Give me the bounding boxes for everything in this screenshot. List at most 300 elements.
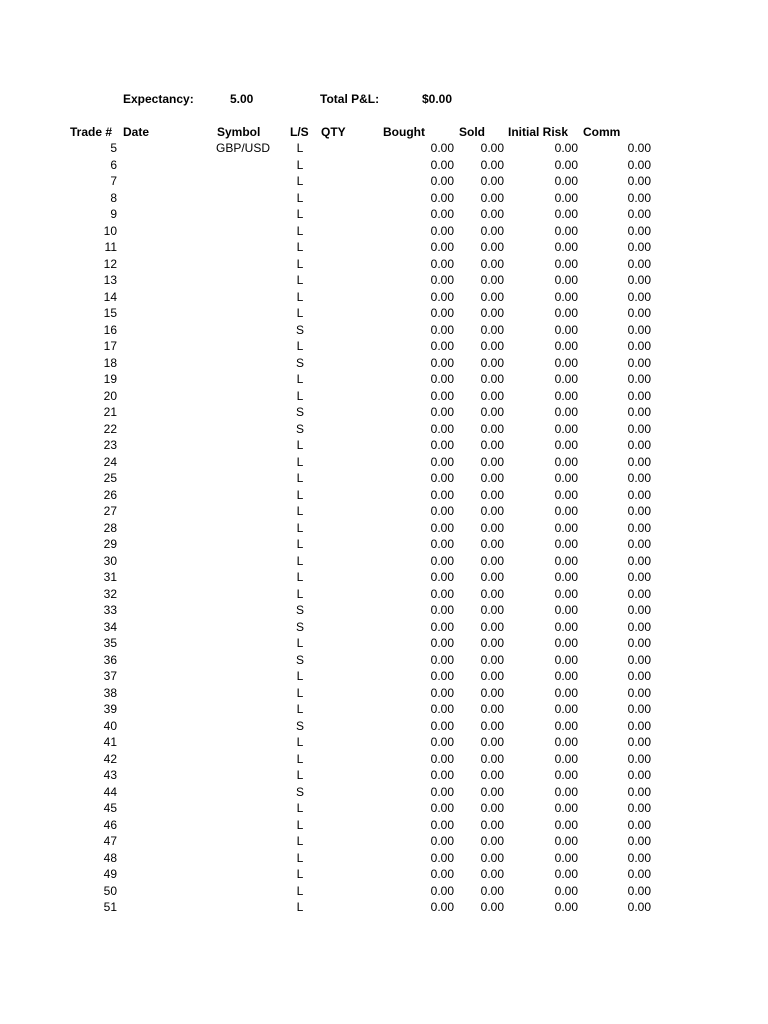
initial-risk-cell: 0.00 (554, 636, 578, 650)
bought-cell: 0.00 (430, 900, 454, 914)
bought-cell: 0.00 (430, 702, 454, 716)
expectancy-label: Expectancy: (123, 92, 194, 106)
bought-cell: 0.00 (430, 784, 454, 799)
long-short-cell: L (296, 438, 304, 452)
comm-cell: 0.00 (627, 751, 651, 766)
comm-cell: 0.00 (627, 537, 651, 551)
sold-cell: 0.00 (480, 570, 504, 584)
sold-cell: 0.00 (480, 471, 504, 485)
long-short-cell: S (295, 405, 304, 419)
initial-risk-cell: 0.00 (554, 190, 578, 205)
initial-risk-cell: 0.00 (554, 652, 578, 667)
sold-cell: 0.00 (480, 652, 504, 667)
long-short-cell: L (296, 834, 304, 848)
bought-cell: 0.00 (430, 735, 454, 749)
long-short-cell: L (296, 471, 304, 485)
comm-cell: 0.00 (627, 339, 651, 353)
table-row (0, 371, 768, 388)
long-short-cell: L (296, 817, 304, 832)
table-row (0, 338, 768, 355)
sold-cell: 0.00 (480, 801, 504, 815)
long-short-cell: L (296, 306, 304, 320)
initial-risk-cell: 0.00 (554, 256, 578, 271)
sold-cell: 0.00 (480, 438, 504, 452)
comm-cell: 0.00 (627, 355, 651, 370)
sold-cell: 0.00 (480, 834, 504, 848)
long-short-cell: L (296, 240, 304, 254)
table-row (0, 503, 768, 520)
sold-cell: 0.00 (480, 685, 504, 700)
table-row (0, 157, 768, 174)
bought-cell: 0.00 (430, 685, 454, 700)
comm-cell: 0.00 (627, 850, 651, 865)
bought-cell: 0.00 (430, 586, 454, 601)
long-short-cell: S (295, 784, 304, 799)
trade-number-cell: 33 (103, 603, 117, 617)
long-short-cell: L (296, 751, 304, 766)
bought-cell: 0.00 (430, 850, 454, 865)
trade-number-cell: 29 (103, 537, 117, 551)
bought-cell: 0.00 (430, 438, 454, 452)
table-row (0, 883, 768, 900)
initial-risk-cell: 0.00 (554, 157, 578, 172)
comm-cell: 0.00 (627, 636, 651, 650)
long-short-cell: L (296, 273, 304, 287)
comm-cell: 0.00 (627, 273, 651, 287)
trade-number-cell: 50 (103, 883, 117, 898)
sold-cell: 0.00 (480, 421, 504, 436)
sold-cell: 0.00 (480, 223, 504, 238)
bought-cell: 0.00 (430, 751, 454, 766)
bought-cell: 0.00 (430, 817, 454, 832)
table-row (0, 668, 768, 685)
sold-cell: 0.00 (480, 322, 504, 337)
sold-cell: 0.00 (480, 190, 504, 205)
long-short-cell: L (296, 487, 304, 502)
table-row (0, 388, 768, 405)
trade-table-body (0, 140, 768, 916)
trade-number-cell: 38 (103, 685, 117, 700)
sold-cell: 0.00 (480, 553, 504, 568)
comm-cell: 0.00 (627, 784, 651, 799)
table-row (0, 553, 768, 570)
initial-risk-cell: 0.00 (554, 718, 578, 733)
table-row (0, 586, 768, 603)
initial-risk-cell: 0.00 (554, 372, 578, 386)
sold-cell: 0.00 (480, 256, 504, 271)
table-row (0, 619, 768, 636)
header-trade: Trade # (70, 125, 113, 139)
long-short-cell: L (296, 388, 304, 403)
initial-risk-cell: 0.00 (554, 850, 578, 865)
header-sold: Sold (459, 125, 485, 139)
initial-risk-cell: 0.00 (554, 900, 578, 914)
sold-cell: 0.00 (480, 207, 504, 221)
comm-cell: 0.00 (627, 652, 651, 667)
table-header (0, 124, 768, 140)
bought-cell: 0.00 (430, 454, 454, 469)
long-short-cell: S (295, 619, 304, 634)
bought-cell: 0.00 (430, 619, 454, 634)
trade-number-cell: 51 (103, 900, 117, 914)
trade-number-cell: 42 (103, 751, 117, 766)
comm-cell: 0.00 (627, 190, 651, 205)
trade-number-cell: 46 (103, 817, 117, 832)
trade-number-cell: 43 (103, 768, 117, 782)
table-row (0, 355, 768, 372)
trade-number-cell: 21 (103, 405, 117, 419)
long-short-cell: L (296, 768, 304, 782)
total-pl-label: Total P&L: (320, 92, 380, 106)
table-row (0, 140, 768, 157)
bought-cell: 0.00 (430, 520, 454, 535)
trade-number-cell: 47 (103, 834, 117, 848)
long-short-cell: L (296, 454, 304, 469)
long-short-cell: S (295, 718, 304, 733)
sold-cell: 0.00 (480, 289, 504, 304)
trade-number-cell: 22 (103, 421, 117, 436)
table-row (0, 767, 768, 784)
table-row (0, 734, 768, 751)
trade-number-cell: 31 (103, 570, 117, 584)
comm-cell: 0.00 (627, 801, 651, 815)
comm-cell: 0.00 (627, 421, 651, 436)
bought-cell: 0.00 (430, 339, 454, 353)
trade-number-cell: 36 (103, 652, 117, 667)
initial-risk-cell: 0.00 (554, 240, 578, 254)
header-ls: L/S (290, 125, 309, 139)
sold-cell: 0.00 (480, 240, 504, 254)
header-initial-risk: Initial Risk (508, 125, 569, 139)
table-row (0, 206, 768, 223)
long-short-cell: L (296, 256, 304, 271)
long-short-cell: L (296, 702, 304, 716)
initial-risk-cell: 0.00 (554, 817, 578, 832)
long-short-cell: L (296, 867, 304, 881)
comm-cell: 0.00 (627, 553, 651, 568)
table-row (0, 239, 768, 256)
sold-cell: 0.00 (480, 141, 504, 155)
table-row (0, 718, 768, 735)
header-comm: Comm (583, 125, 621, 139)
long-short-cell: L (296, 372, 304, 386)
table-row (0, 751, 768, 768)
sold-cell: 0.00 (480, 735, 504, 749)
total-pl-value: $0.00 (422, 92, 453, 106)
comm-cell: 0.00 (627, 718, 651, 733)
initial-risk-cell: 0.00 (554, 289, 578, 304)
trade-number-cell: 5 (110, 141, 117, 155)
expectancy-value: 5.00 (230, 92, 254, 106)
trade-number-cell: 34 (103, 619, 117, 634)
long-short-cell: L (296, 141, 304, 155)
initial-risk-cell: 0.00 (554, 322, 578, 337)
initial-risk-cell: 0.00 (554, 339, 578, 353)
table-row (0, 454, 768, 471)
comm-cell: 0.00 (627, 768, 651, 782)
sold-cell: 0.00 (480, 504, 504, 518)
bought-cell: 0.00 (430, 372, 454, 386)
initial-risk-cell: 0.00 (554, 273, 578, 287)
initial-risk-cell: 0.00 (554, 586, 578, 601)
long-short-cell: S (295, 355, 304, 370)
initial-risk-cell: 0.00 (554, 207, 578, 221)
table-row (0, 685, 768, 702)
bought-cell: 0.00 (430, 636, 454, 650)
comm-cell: 0.00 (627, 685, 651, 700)
table-row (0, 190, 768, 207)
long-short-cell: L (296, 570, 304, 584)
table-row (0, 173, 768, 190)
trade-number-cell: 30 (103, 553, 117, 568)
sold-cell: 0.00 (480, 157, 504, 172)
bought-cell: 0.00 (430, 256, 454, 271)
initial-risk-cell: 0.00 (554, 223, 578, 238)
comm-cell: 0.00 (627, 372, 651, 386)
trade-number-cell: 26 (103, 487, 117, 502)
sold-cell: 0.00 (480, 619, 504, 634)
trade-number-cell: 41 (103, 735, 117, 749)
initial-risk-cell: 0.00 (554, 454, 578, 469)
bought-cell: 0.00 (430, 421, 454, 436)
table-row (0, 305, 768, 322)
bought-cell: 0.00 (430, 157, 454, 172)
bought-cell: 0.00 (430, 207, 454, 221)
bought-cell: 0.00 (430, 718, 454, 733)
trade-number-cell: 7 (110, 174, 117, 188)
table-row (0, 487, 768, 504)
initial-risk-cell: 0.00 (554, 570, 578, 584)
comm-cell: 0.00 (627, 520, 651, 535)
trade-number-cell: 16 (103, 322, 117, 337)
trade-number-cell: 40 (103, 718, 117, 733)
table-row (0, 256, 768, 273)
trade-number-cell: 9 (110, 207, 117, 221)
initial-risk-cell: 0.00 (554, 537, 578, 551)
bought-cell: 0.00 (430, 867, 454, 881)
trade-number-cell: 44 (103, 784, 117, 799)
table-row (0, 223, 768, 240)
sold-cell: 0.00 (480, 603, 504, 617)
sold-cell: 0.00 (480, 669, 504, 683)
long-short-cell: L (296, 883, 304, 898)
table-row (0, 421, 768, 438)
comm-cell: 0.00 (627, 487, 651, 502)
table-row (0, 652, 768, 669)
initial-risk-cell: 0.00 (554, 141, 578, 155)
initial-risk-cell: 0.00 (554, 603, 578, 617)
bought-cell: 0.00 (430, 289, 454, 304)
trade-number-cell: 28 (103, 520, 117, 535)
table-row (0, 520, 768, 537)
sold-cell: 0.00 (480, 817, 504, 832)
bought-cell: 0.00 (430, 652, 454, 667)
bought-cell: 0.00 (430, 471, 454, 485)
initial-risk-cell: 0.00 (554, 883, 578, 898)
bought-cell: 0.00 (430, 240, 454, 254)
table-row (0, 866, 768, 883)
sold-cell: 0.00 (480, 850, 504, 865)
comm-cell: 0.00 (627, 669, 651, 683)
sold-cell: 0.00 (480, 405, 504, 419)
table-row (0, 602, 768, 619)
bought-cell: 0.00 (430, 570, 454, 584)
bought-cell: 0.00 (430, 355, 454, 370)
header-qty: QTY (321, 125, 346, 139)
bought-cell: 0.00 (430, 141, 454, 155)
long-short-cell: L (296, 900, 304, 914)
comm-cell: 0.00 (627, 834, 651, 848)
initial-risk-cell: 0.00 (554, 504, 578, 518)
initial-risk-cell: 0.00 (554, 702, 578, 716)
initial-risk-cell: 0.00 (554, 553, 578, 568)
table-row (0, 437, 768, 454)
initial-risk-cell: 0.00 (554, 685, 578, 700)
comm-cell: 0.00 (627, 603, 651, 617)
comm-cell: 0.00 (627, 900, 651, 914)
trade-number-cell: 37 (103, 669, 117, 683)
comm-cell: 0.00 (627, 471, 651, 485)
bought-cell: 0.00 (430, 537, 454, 551)
comm-cell: 0.00 (627, 438, 651, 452)
table-row (0, 800, 768, 817)
comm-cell: 0.00 (627, 586, 651, 601)
initial-risk-cell: 0.00 (554, 438, 578, 452)
trade-number-cell: 23 (103, 438, 117, 452)
table-row (0, 404, 768, 421)
trade-number-cell: 13 (103, 273, 117, 287)
trade-number-cell: 18 (103, 355, 117, 370)
comm-cell: 0.00 (627, 883, 651, 898)
table-row (0, 289, 768, 306)
bought-cell: 0.00 (430, 322, 454, 337)
bought-cell: 0.00 (430, 190, 454, 205)
trade-number-cell: 20 (103, 388, 117, 403)
header-bought: Bought (383, 125, 425, 139)
sold-cell: 0.00 (480, 339, 504, 353)
comm-cell: 0.00 (627, 388, 651, 403)
trade-number-cell: 35 (103, 636, 117, 650)
table-row (0, 272, 768, 289)
comm-cell: 0.00 (627, 157, 651, 172)
comm-cell: 0.00 (627, 306, 651, 320)
comm-cell: 0.00 (627, 223, 651, 238)
initial-risk-cell: 0.00 (554, 520, 578, 535)
long-short-cell: S (295, 322, 304, 337)
comm-cell: 0.00 (627, 735, 651, 749)
bought-cell: 0.00 (430, 768, 454, 782)
table-row (0, 569, 768, 586)
sold-cell: 0.00 (480, 636, 504, 650)
table-row (0, 536, 768, 553)
long-short-cell: L (296, 223, 304, 238)
trade-number-cell: 12 (103, 256, 117, 271)
bought-cell: 0.00 (430, 603, 454, 617)
long-short-cell: L (296, 685, 304, 700)
long-short-cell: L (296, 850, 304, 865)
table-row (0, 817, 768, 834)
initial-risk-cell: 0.00 (554, 669, 578, 683)
comm-cell: 0.00 (627, 405, 651, 419)
comm-cell: 0.00 (627, 141, 651, 155)
long-short-cell: L (296, 553, 304, 568)
long-short-cell: L (296, 586, 304, 601)
sold-cell: 0.00 (480, 454, 504, 469)
long-short-cell: L (296, 669, 304, 683)
comm-cell: 0.00 (627, 867, 651, 881)
trade-number-cell: 45 (103, 801, 117, 815)
bought-cell: 0.00 (430, 504, 454, 518)
long-short-cell: L (296, 636, 304, 650)
sold-cell: 0.00 (480, 768, 504, 782)
table-row (0, 784, 768, 801)
comm-cell: 0.00 (627, 454, 651, 469)
header-symbol: Symbol (217, 125, 261, 139)
comm-cell: 0.00 (627, 240, 651, 254)
bought-cell: 0.00 (430, 273, 454, 287)
comm-cell: 0.00 (627, 817, 651, 832)
trade-number-cell: 49 (103, 867, 117, 881)
comm-cell: 0.00 (627, 207, 651, 221)
long-short-cell: L (296, 190, 304, 205)
comm-cell: 0.00 (627, 702, 651, 716)
sold-cell: 0.00 (480, 784, 504, 799)
sold-cell: 0.00 (480, 273, 504, 287)
sold-cell: 0.00 (480, 883, 504, 898)
bought-cell: 0.00 (430, 388, 454, 403)
long-short-cell: S (295, 603, 304, 617)
comm-cell: 0.00 (627, 289, 651, 304)
bought-cell: 0.00 (430, 834, 454, 848)
sold-cell: 0.00 (480, 520, 504, 535)
trade-number-cell: 14 (103, 289, 117, 304)
long-short-cell: L (296, 157, 304, 172)
sold-cell: 0.00 (480, 702, 504, 716)
symbol-cell: GBP/USD (215, 141, 270, 155)
comm-cell: 0.00 (627, 504, 651, 518)
bought-cell: 0.00 (430, 553, 454, 568)
bought-cell: 0.00 (430, 801, 454, 815)
comm-cell: 0.00 (627, 570, 651, 584)
bought-cell: 0.00 (430, 669, 454, 683)
initial-risk-cell: 0.00 (554, 355, 578, 370)
table-row (0, 470, 768, 487)
initial-risk-cell: 0.00 (554, 619, 578, 634)
bought-cell: 0.00 (430, 223, 454, 238)
comm-cell: 0.00 (627, 174, 651, 188)
long-short-cell: L (296, 504, 304, 518)
long-short-cell: L (296, 174, 304, 188)
initial-risk-cell: 0.00 (554, 174, 578, 188)
sold-cell: 0.00 (480, 174, 504, 188)
summary-bar (0, 91, 768, 107)
bought-cell: 0.00 (430, 174, 454, 188)
sold-cell: 0.00 (480, 388, 504, 403)
initial-risk-cell: 0.00 (554, 405, 578, 419)
long-short-cell: L (296, 735, 304, 749)
comm-cell: 0.00 (627, 322, 651, 337)
trade-number-cell: 11 (104, 240, 117, 254)
long-short-cell: L (296, 289, 304, 304)
table-row (0, 833, 768, 850)
initial-risk-cell: 0.00 (554, 801, 578, 815)
sold-cell: 0.00 (480, 306, 504, 320)
sold-cell: 0.00 (480, 586, 504, 601)
long-short-cell: S (295, 652, 304, 667)
bought-cell: 0.00 (430, 487, 454, 502)
table-row (0, 701, 768, 718)
initial-risk-cell: 0.00 (554, 388, 578, 403)
